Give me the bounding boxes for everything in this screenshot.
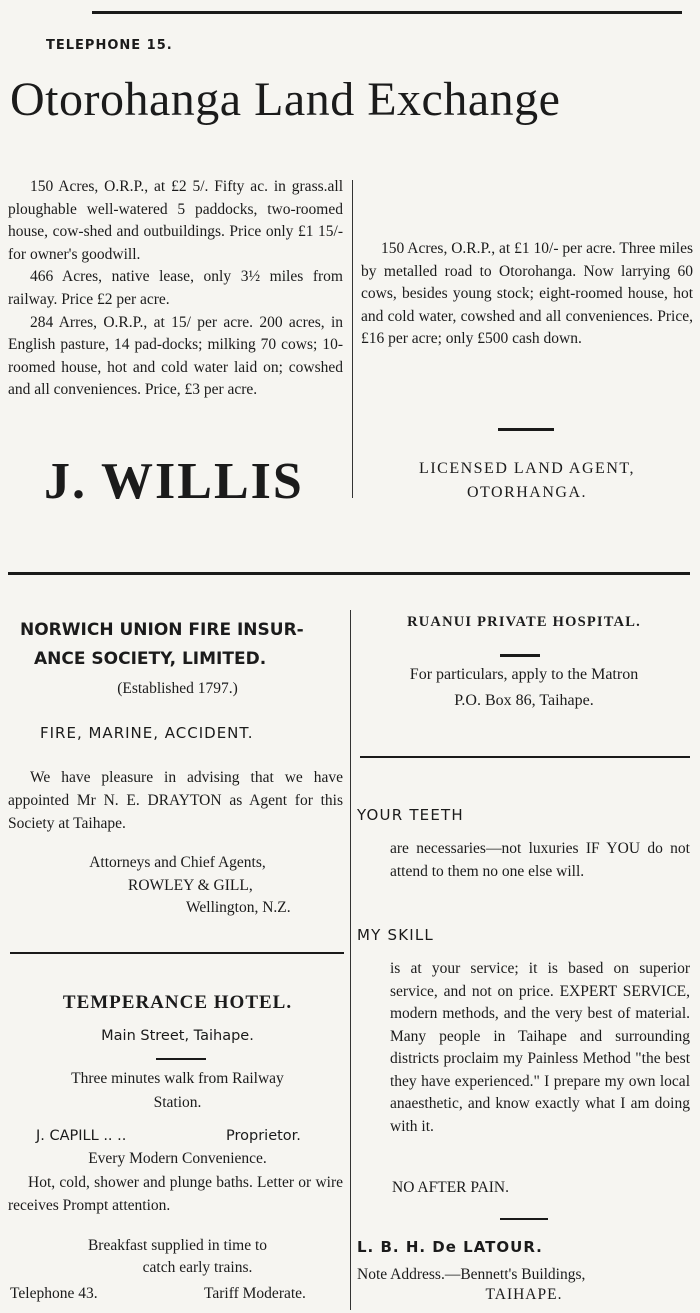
hospital-bottom-rule	[360, 756, 690, 758]
norwich-agents-city: Wellington, N.Z.	[186, 899, 291, 916]
telephone-label: TELEPHONE 15.	[46, 38, 173, 53]
norwich-title-1: NORWICH UNION FIRE INSUR-	[20, 620, 304, 640]
dentist-teeth-text: are necessaries—not luxuries IF YOU do not attend to them no one else will.	[390, 840, 690, 880]
listing-3: 284 Arres, O.R.P., at 15/ per acre. 200 acres, in English pasture, 14 pad-docks; milking 70 cows; 10-roomed house, hot and cold water laid on; cowshed and all conveniences. Price, £3 per acre.	[8, 313, 343, 399]
hotel-breakfast-2: catch early trains.	[142, 1259, 253, 1276]
hospital-ornament	[500, 654, 540, 657]
norwich-title-2: ANCE SOCIETY, LIMITED.	[34, 649, 267, 669]
land-column-divider	[352, 180, 353, 498]
dentist-teeth-heading: YOUR TEETH	[357, 806, 464, 824]
listing-1: 150 Acres, O.R.P., at £2 5/. Fifty ac. in grass.all ploughable well-watered 5 paddocks, two-roomed house, cow-shed and outbuildings. Price only £1 15/- for owner's goodwill.	[8, 178, 343, 263]
hospital-box: P.O. Box 86, Taihape.	[454, 692, 594, 709]
agent-location: OTORHANGA.	[466, 484, 588, 501]
hotel-proprietor-label: Proprietor.	[226, 1128, 301, 1144]
hotel-distance-1: Three minutes walk from Railway	[71, 1070, 284, 1087]
norwich-body: We have pleasure in advising that we have appointed Mr N. E. DRAYTON as Agent for this Society at Taihape.	[8, 769, 343, 832]
hospital-title: RUANUI PRIVATE HOSPITAL.	[407, 614, 641, 630]
norwich-agents-line: Attorneys and Chief Agents,	[89, 854, 266, 871]
hotel-proprietor-name: J. CAPILL .. ..	[36, 1128, 127, 1144]
hotel-ornament	[156, 1058, 206, 1060]
agent-name: J. WILLIS	[44, 453, 304, 510]
hospital-apply: For particulars, apply to the Matron	[409, 666, 639, 683]
hotel-distance-2: Station.	[153, 1094, 202, 1111]
hotel-address: Main Street, Taihape.	[101, 1028, 254, 1044]
listing-2: 466 Acres, native lease, only 3½ miles from railway. Price £2 per acre.	[8, 268, 343, 308]
hotel-convenience: Every Modern Convenience.	[88, 1150, 267, 1167]
dentist-skill-heading: MY SKILL	[357, 926, 434, 944]
hotel-services: Hot, cold, shower and plunge baths. Letter or wire receives Prompt attention.	[8, 1174, 343, 1214]
hotel-telephone: Telephone 43.	[10, 1285, 98, 1302]
agent-title: LICENSED LAND AGENT,	[419, 460, 635, 477]
section-rule	[8, 572, 690, 575]
norwich-agents-name: ROWLEY & GILL,	[128, 877, 253, 894]
hotel-title: TEMPERANCE HOTEL.	[62, 992, 293, 1013]
land-listings-left	[8, 176, 343, 470]
norwich-bottom-rule	[10, 952, 344, 954]
dentist-skill-text: is at your service; it is based on superior service, and not on price. EXPERT SERVICE, modern methods, and the very best of material. Many people in Taihape and surrounding districts proclaim my Painless Method "the best they have experienced." I prepare my own local anaesthetic, and know exactly what I am doing with it.	[390, 960, 690, 1135]
dentist-ornament	[500, 1218, 548, 1220]
dentist-name: L. B. H. De LATOUR.	[357, 1238, 543, 1256]
norwich-coverage: FIRE, MARINE, ACCIDENT.	[40, 724, 254, 742]
hotel-tariff: Tariff Moderate.	[204, 1285, 306, 1302]
top-rule	[92, 11, 682, 14]
norwich-established: (Established 1797.)	[117, 680, 238, 697]
dentist-no-pain: NO AFTER PAIN.	[392, 1179, 509, 1196]
land-listings-right	[361, 238, 693, 351]
dentist-address: Note Address.—Bennett's Buildings,	[357, 1266, 586, 1283]
dentist-town: TAIHAPE.	[485, 1286, 563, 1303]
listing-4: 150 Acres, O.R.P., at £1 10/- per acre. Three miles by metalled road to Otorohanga. Now larrying 60 cows, besides young stock; eight-roomed house, hot and cold water, cowshed and all conveniences. Price, £16 per acre; only £500 cash down.	[361, 240, 693, 348]
agent-ornament	[498, 428, 554, 431]
land-exchange-title: Otorohanga Land Exchange	[10, 73, 561, 126]
lower-column-divider	[350, 610, 351, 1310]
hotel-breakfast-1: Breakfast supplied in time to	[87, 1237, 268, 1254]
